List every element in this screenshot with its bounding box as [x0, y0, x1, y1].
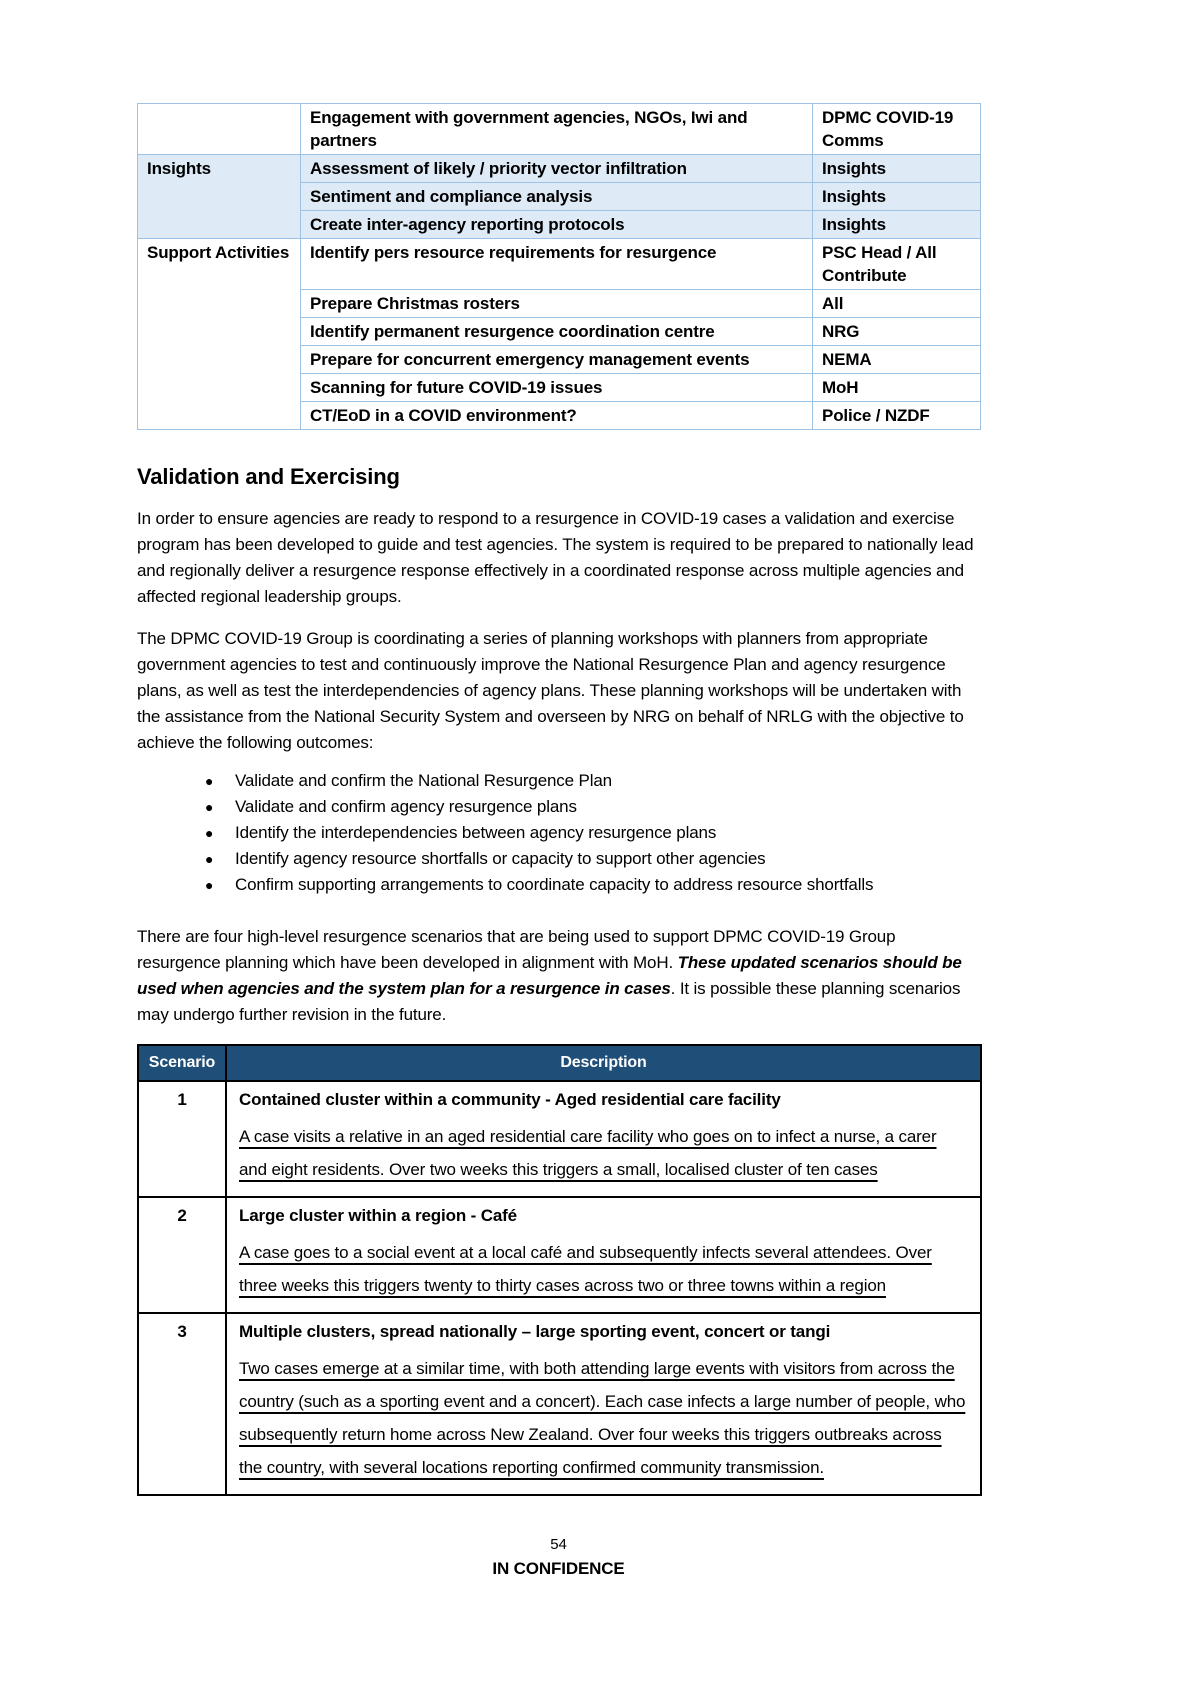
bullet-text: Validate and confirm agency resurgence plans [235, 797, 577, 816]
activity-cell: Prepare Christmas rosters [301, 290, 813, 318]
activity-cell: Sentiment and compliance analysis [301, 183, 813, 211]
activity-cell: Assessment of likely / priority vector infiltration [301, 155, 813, 183]
bullet-icon: ● [205, 851, 214, 867]
category-cell [138, 104, 301, 155]
owner-cell: PSC Head / All Contribute [813, 239, 981, 290]
owner-cell: NEMA [813, 346, 981, 374]
paragraph-validation-1: In order to ensure agencies are ready to respond to a resurgence in COVID-19 cases a validation and exercise program has been developed to guide and test agencies. The system is required to be prepared to nationally lead and regionally deliver a resurgence response effectively in a coordinated response across multiple agencies and affected regional leadership groups. [137, 509, 974, 606]
owner-cell: Insights [813, 183, 981, 211]
activity-cell: Prepare for concurrent emergency management events [301, 346, 813, 374]
scenario-table [137, 1044, 982, 1496]
owner-cell: Police / NZDF [813, 402, 981, 430]
activity-cell: Scanning for future COVID-19 issues [301, 374, 813, 402]
table-row [138, 155, 981, 183]
table-row [138, 239, 981, 290]
scenarios-intro-text: There are four high-level resurgence scenarios that are being used to support DPMC COVID-19 Group resurgence planning which have been developed in alignment with MoH. [137, 927, 896, 972]
outcomes-bullet-list [137, 768, 980, 898]
scenario-description: A case visits a relative in an aged residential care facility who goes on to infect a nurse, a carer and eight residents. Over two weeks this triggers a small, localised cluster of ten cases [239, 1127, 937, 1179]
scenario-description: Two cases emerge at a similar time, with both attending large events with visitors from across the country (such as a sporting event and a concert). Each case infects a large number of people, who subsequently return home across New Zealand. Over four weeks this triggers outbreaks across the country, with several locations reporting confirmed community transmission. [239, 1359, 966, 1477]
bullet-text: Confirm supporting arrangements to coordinate capacity to address resource shortfalls [235, 875, 874, 894]
section-heading: Validation and Exercising [137, 464, 400, 489]
bullet-item [137, 820, 980, 846]
bullet-text: Validate and confirm the National Resurgence Plan [235, 771, 612, 790]
bullet-icon: ● [205, 877, 214, 893]
scenario-description: A case goes to a social event at a local café and subsequently infects several attendees. Over three weeks this triggers twenty to thirty cases across two or three towns within a region [239, 1243, 932, 1295]
bullet-item [137, 872, 980, 898]
scenario-description-cell [226, 1197, 981, 1313]
scenario-title: Large cluster within a region - Café [239, 1206, 517, 1225]
scenario-title: Multiple clusters, spread nationally – large sporting event, concert or tangi [239, 1322, 831, 1341]
owner-cell: DPMC COVID-19 Comms [813, 104, 981, 155]
owner-cell: Insights [813, 211, 981, 239]
description-column-header: Description [226, 1045, 981, 1081]
bullet-item [137, 768, 980, 794]
bullet-item [137, 846, 980, 872]
category-cell-support-activities: Support Activities [138, 239, 301, 430]
scenario-column-header: Scenario [138, 1045, 226, 1081]
activity-cell: Identify pers resource requirements for resurgence [301, 239, 813, 290]
page-footer [137, 1534, 980, 1582]
owner-cell: MoH [813, 374, 981, 402]
category-cell-insights: Insights [138, 155, 301, 239]
scenario-number-cell: 2 [138, 1197, 226, 1313]
scenarios-emphasis-text: These updated scenarios should be used when agencies and the system plan for a resurgence in cases [137, 953, 962, 998]
scenario-title: Contained cluster within a community - Aged residential care facility [239, 1090, 781, 1109]
paragraph-scenarios-intro [137, 924, 980, 1028]
scenario-row [138, 1313, 981, 1495]
table-row [138, 104, 981, 155]
scenario-number-cell: 3 [138, 1313, 226, 1495]
page-content [137, 0, 980, 1582]
bullet-icon: ● [205, 799, 214, 815]
activity-cell: Create inter-agency reporting protocols [301, 211, 813, 239]
owner-cell: NRG [813, 318, 981, 346]
activities-table [137, 103, 981, 430]
scenario-row [138, 1197, 981, 1313]
bullet-icon: ● [205, 825, 214, 841]
activity-cell: CT/EoD in a COVID environment? [301, 402, 813, 430]
scenarios-outro-text: . It is possible these planning scenarios may undergo further revision in the future. [137, 979, 961, 1024]
scenario-header-row [138, 1045, 981, 1081]
bullet-item [137, 794, 980, 820]
classification-footer: IN CONFIDENCE [492, 1559, 625, 1578]
page-number: 54 [550, 1536, 567, 1553]
scenario-description-cell [226, 1081, 981, 1197]
bullet-icon: ● [205, 773, 214, 789]
paragraph-validation-2: The DPMC COVID-19 Group is coordinating a series of planning workshops with planners from appropriate government agencies to test and continuously improve the National Resurgence Plan and agency resurgence plans, as well as test the interdependencies of agency plans. These planning workshops will be undertaken with the assistance from the National Security System and overseen by NRG on behalf of NRLG with the objective to achieve the following outcomes: [137, 629, 964, 752]
owner-cell: Insights [813, 155, 981, 183]
bullet-text: Identify the interdependencies between agency resurgence plans [235, 823, 717, 842]
bullet-text: Identify agency resource shortfalls or capacity to support other agencies [235, 849, 766, 868]
scenario-row [138, 1081, 981, 1197]
activity-cell: Engagement with government agencies, NGOs, Iwi and partners [301, 104, 813, 155]
owner-cell: All [813, 290, 981, 318]
activity-cell: Identify permanent resurgence coordination centre [301, 318, 813, 346]
scenario-description-cell [226, 1313, 981, 1495]
scenario-number-cell: 1 [138, 1081, 226, 1197]
